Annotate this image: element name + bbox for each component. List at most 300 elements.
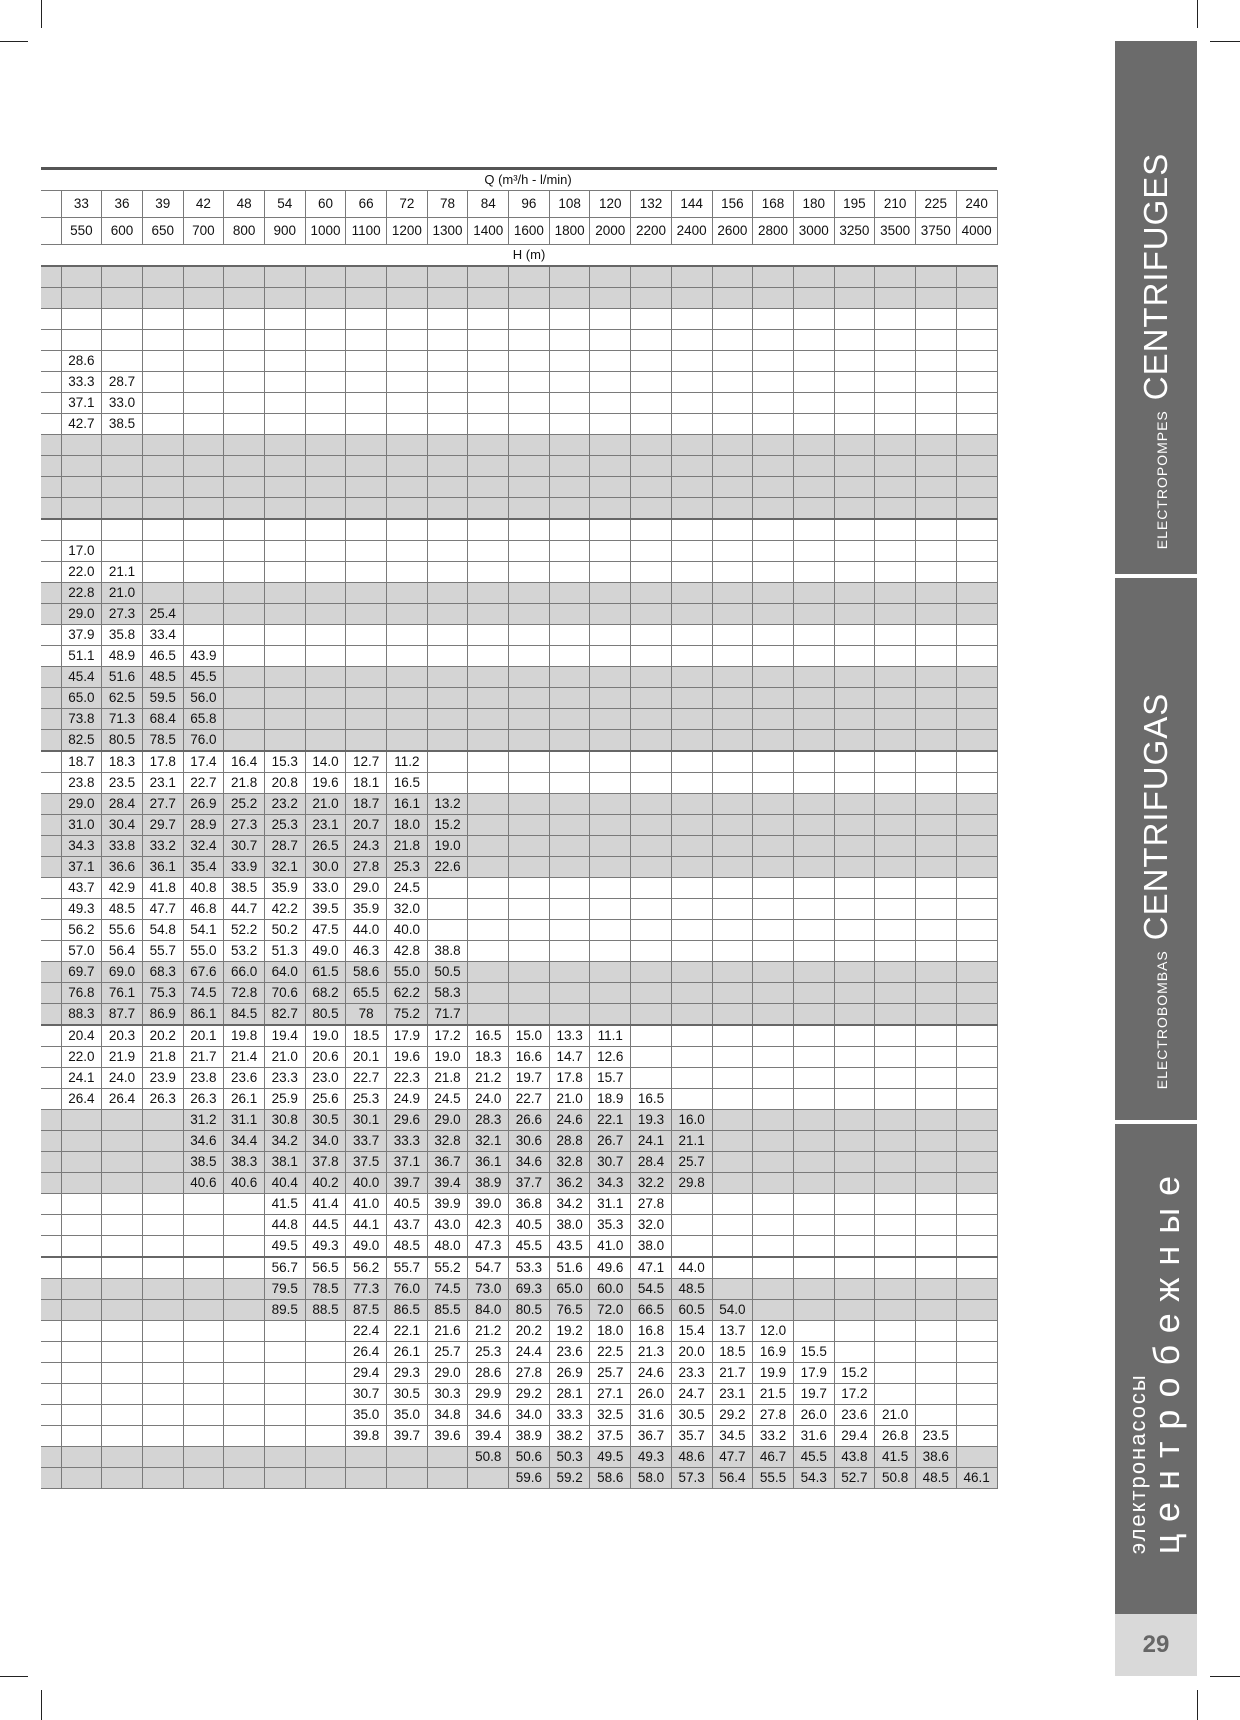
head-value-cell: 59.5 — [142, 688, 183, 709]
head-value-cell: 18.7 — [346, 794, 387, 815]
head-value-cell — [956, 266, 997, 288]
head-value-cell — [671, 477, 712, 498]
head-value-cell — [590, 266, 631, 288]
head-value-cell — [590, 477, 631, 498]
head-value-cell: 17.9 — [387, 1025, 428, 1047]
head-value-cell — [142, 519, 183, 541]
head-value-cell — [956, 1257, 997, 1279]
table-row — [41, 1468, 997, 1489]
head-value-cell — [793, 541, 834, 562]
head-value-cell — [793, 583, 834, 604]
head-value-cell — [671, 709, 712, 730]
q-lmin-cell: 2600 — [712, 218, 753, 245]
q-lmin-cell: 700 — [183, 218, 224, 245]
head-value-cell: 30.5 — [305, 1110, 346, 1131]
head-value-cell — [102, 1173, 143, 1194]
head-value-cell: 32.1 — [264, 857, 305, 878]
head-value-cell: 23.1 — [712, 1384, 753, 1405]
row-lead-cell — [41, 351, 61, 372]
head-value-cell: 59.2 — [549, 1468, 590, 1489]
head-value-cell: 74.5 — [427, 1279, 468, 1300]
head-value-cell: 26.0 — [793, 1405, 834, 1426]
head-value-cell — [875, 857, 916, 878]
head-value-cell — [915, 330, 956, 351]
sidebar-ru-big: центробежные — [1146, 1163, 1187, 1555]
head-value-cell — [509, 604, 550, 625]
head-value-cell — [631, 288, 672, 309]
head-value-cell — [61, 309, 102, 330]
head-value-cell — [712, 625, 753, 646]
head-value-cell — [834, 794, 875, 815]
head-value-cell — [224, 1384, 265, 1405]
table-row — [41, 562, 997, 583]
head-value-cell — [875, 751, 916, 773]
head-value-cell: 11.1 — [590, 1025, 631, 1047]
head-value-cell: 47.1 — [631, 1257, 672, 1279]
head-value-cell — [956, 1363, 997, 1384]
head-value-cell — [224, 1342, 265, 1363]
head-value-cell — [224, 1236, 265, 1258]
head-value-cell — [875, 604, 916, 625]
head-value-cell: 49.0 — [305, 941, 346, 962]
head-value-cell: 38.9 — [509, 1426, 550, 1447]
head-value-cell — [753, 983, 794, 1004]
head-value-cell — [753, 709, 794, 730]
q-lmin-cell: 1300 — [427, 218, 468, 245]
head-value-cell — [387, 583, 428, 604]
head-value-cell — [509, 962, 550, 983]
row-lead-cell — [41, 1004, 61, 1026]
head-value-cell — [956, 288, 997, 309]
head-value-cell: 34.2 — [549, 1194, 590, 1215]
head-value-cell — [387, 266, 428, 288]
head-value-cell — [956, 541, 997, 562]
head-value-cell: 57.3 — [671, 1468, 712, 1489]
head-value-cell: 68.2 — [305, 983, 346, 1004]
head-value-cell — [671, 1215, 712, 1236]
head-value-cell: 23.1 — [305, 815, 346, 836]
head-value-cell — [468, 688, 509, 709]
head-value-cell — [712, 688, 753, 709]
head-value-cell — [915, 393, 956, 414]
head-value-cell: 29.6 — [387, 1110, 428, 1131]
head-value-cell: 19.2 — [549, 1321, 590, 1342]
head-value-cell: 26.5 — [305, 836, 346, 857]
head-value-cell — [61, 1110, 102, 1131]
head-value-cell: 25.9 — [264, 1089, 305, 1110]
head-value-cell — [793, 477, 834, 498]
head-value-cell: 24.9 — [387, 1089, 428, 1110]
head-value-cell — [834, 372, 875, 393]
head-value-cell: 23.8 — [61, 773, 102, 794]
head-value-cell — [671, 1068, 712, 1089]
q-lmin-cell: 1000 — [305, 218, 346, 245]
head-value-cell — [183, 414, 224, 435]
head-value-cell — [875, 1173, 916, 1194]
head-value-cell: 22.5 — [590, 1342, 631, 1363]
head-value-cell — [956, 730, 997, 752]
head-value-cell — [671, 941, 712, 962]
head-value-cell — [142, 1405, 183, 1426]
q-m3h-cell: 54 — [264, 191, 305, 218]
head-value-cell — [671, 794, 712, 815]
head-value-cell: 37.9 — [61, 625, 102, 646]
head-value-cell — [468, 604, 509, 625]
head-value-cell — [549, 414, 590, 435]
head-value-cell — [468, 709, 509, 730]
head-value-cell — [875, 309, 916, 330]
head-value-cell — [549, 688, 590, 709]
head-value-cell — [671, 435, 712, 456]
head-value-cell: 39.7 — [387, 1173, 428, 1194]
head-value-cell — [142, 1194, 183, 1215]
head-value-cell: 42.9 — [102, 878, 143, 899]
head-value-cell: 19.0 — [427, 1047, 468, 1068]
head-value-cell — [875, 688, 916, 709]
head-value-cell — [102, 541, 143, 562]
head-value-cell — [956, 815, 997, 836]
head-value-cell — [305, 330, 346, 351]
head-value-cell — [102, 351, 143, 372]
head-value-cell — [427, 667, 468, 688]
head-value-cell: 18.3 — [102, 751, 143, 773]
table-row — [41, 393, 997, 414]
head-value-cell: 44.0 — [346, 920, 387, 941]
head-value-cell — [712, 899, 753, 920]
head-value-cell: 52.7 — [834, 1468, 875, 1489]
head-value-cell: 50.8 — [875, 1468, 916, 1489]
head-value-cell: 29.8 — [671, 1173, 712, 1194]
head-value-cell — [671, 330, 712, 351]
head-value-cell: 29.0 — [346, 878, 387, 899]
head-value-cell — [509, 751, 550, 773]
head-value-cell — [956, 477, 997, 498]
table-row — [41, 477, 997, 498]
head-value-cell — [834, 836, 875, 857]
head-value-cell: 23.9 — [142, 1068, 183, 1089]
row-lead-cell — [41, 372, 61, 393]
head-value-cell — [793, 330, 834, 351]
head-value-cell — [102, 1194, 143, 1215]
head-value-cell — [753, 604, 794, 625]
head-value-cell — [305, 1447, 346, 1468]
head-value-cell — [387, 393, 428, 414]
head-value-cell — [631, 794, 672, 815]
head-value-cell: 33.0 — [102, 393, 143, 414]
head-value-cell: 23.1 — [142, 773, 183, 794]
head-value-cell — [387, 604, 428, 625]
head-value-cell: 87.7 — [102, 1004, 143, 1026]
head-value-cell — [142, 498, 183, 520]
head-value-cell: 25.3 — [387, 857, 428, 878]
head-value-cell: 39.6 — [427, 1426, 468, 1447]
head-value-cell — [915, 773, 956, 794]
head-value-cell — [305, 667, 346, 688]
head-value-cell — [183, 1342, 224, 1363]
head-value-cell — [956, 1384, 997, 1405]
head-value-cell — [834, 1173, 875, 1194]
head-value-cell — [264, 1384, 305, 1405]
head-value-cell — [549, 435, 590, 456]
head-value-cell — [183, 1468, 224, 1489]
head-value-cell — [712, 730, 753, 752]
head-value-cell — [509, 456, 550, 477]
head-value-cell — [387, 309, 428, 330]
head-value-cell — [671, 414, 712, 435]
head-value-cell — [509, 920, 550, 941]
head-value-cell — [305, 1426, 346, 1447]
head-value-cell: 43.7 — [387, 1215, 428, 1236]
head-value-cell — [671, 962, 712, 983]
head-value-cell: 73.8 — [61, 709, 102, 730]
head-value-cell: 35.0 — [387, 1405, 428, 1426]
head-value-cell: 47.5 — [305, 920, 346, 941]
head-value-cell: 54.7 — [468, 1257, 509, 1279]
head-value-cell — [468, 435, 509, 456]
head-value-cell — [753, 1089, 794, 1110]
head-value-cell — [346, 604, 387, 625]
head-value-cell — [753, 857, 794, 878]
table-row — [41, 1279, 997, 1300]
head-value-cell: 30.6 — [509, 1131, 550, 1152]
crop-mark — [1210, 1676, 1240, 1677]
head-value-cell — [875, 1384, 916, 1405]
head-value-cell — [142, 435, 183, 456]
head-value-cell — [346, 688, 387, 709]
head-value-cell — [875, 1110, 916, 1131]
head-value-cell — [549, 477, 590, 498]
head-value-cell — [346, 730, 387, 752]
head-value-cell — [509, 857, 550, 878]
head-value-cell: 69.3 — [509, 1279, 550, 1300]
head-value-cell — [305, 266, 346, 288]
head-value-cell — [834, 709, 875, 730]
head-value-cell — [915, 309, 956, 330]
head-value-cell — [631, 899, 672, 920]
head-value-cell — [875, 773, 916, 794]
head-value-cell — [387, 498, 428, 520]
head-value-cell — [346, 330, 387, 351]
head-value-cell — [834, 730, 875, 752]
head-value-cell: 19.3 — [631, 1110, 672, 1131]
head-value-cell — [387, 709, 428, 730]
head-value-cell — [142, 1342, 183, 1363]
head-value-cell — [509, 372, 550, 393]
head-value-cell: 18.5 — [712, 1342, 753, 1363]
head-value-cell: 80.5 — [102, 730, 143, 752]
head-value-cell — [793, 519, 834, 541]
head-value-cell — [183, 1384, 224, 1405]
head-value-cell — [549, 1004, 590, 1026]
head-value-cell — [264, 667, 305, 688]
head-value-cell: 17.8 — [142, 751, 183, 773]
head-value-cell — [468, 330, 509, 351]
head-value-cell — [305, 730, 346, 752]
head-value-cell: 85.5 — [427, 1300, 468, 1321]
head-value-cell: 24.5 — [387, 878, 428, 899]
head-value-cell — [549, 773, 590, 794]
head-value-cell — [509, 794, 550, 815]
sidebar — [1115, 41, 1197, 1614]
head-value-cell: 48.0 — [427, 1236, 468, 1258]
head-value-cell — [387, 667, 428, 688]
head-value-cell — [468, 541, 509, 562]
head-value-cell — [549, 541, 590, 562]
head-value-cell — [549, 815, 590, 836]
q-lmin-cell: 2000 — [590, 218, 631, 245]
head-value-cell: 19.8 — [224, 1025, 265, 1047]
head-value-cell — [468, 498, 509, 520]
head-value-cell: 56.2 — [346, 1257, 387, 1279]
row-lead-cell — [41, 836, 61, 857]
head-value-cell — [427, 309, 468, 330]
head-value-cell: 54.1 — [183, 920, 224, 941]
table-row — [41, 541, 997, 562]
head-value-cell — [793, 372, 834, 393]
head-value-cell — [102, 266, 143, 288]
head-value-cell — [712, 878, 753, 899]
head-value-cell: 16.0 — [671, 1110, 712, 1131]
head-value-cell — [631, 730, 672, 752]
head-value-cell — [631, 920, 672, 941]
head-value-cell — [915, 372, 956, 393]
head-value-cell — [142, 414, 183, 435]
head-value-cell — [305, 519, 346, 541]
head-value-cell — [387, 625, 428, 646]
head-value-cell: 26.8 — [875, 1426, 916, 1447]
head-value-cell — [834, 562, 875, 583]
head-value-cell: 49.6 — [590, 1257, 631, 1279]
head-value-cell — [915, 1279, 956, 1300]
head-value-cell — [549, 330, 590, 351]
head-value-cell — [793, 1068, 834, 1089]
head-value-cell — [387, 562, 428, 583]
head-value-cell — [468, 583, 509, 604]
head-value-cell — [346, 541, 387, 562]
head-value-cell: 34.6 — [183, 1131, 224, 1152]
head-value-cell: 34.4 — [224, 1131, 265, 1152]
head-value-cell: 19.6 — [305, 773, 346, 794]
head-value-cell: 30.4 — [102, 815, 143, 836]
head-value-cell — [102, 330, 143, 351]
head-value-cell — [753, 688, 794, 709]
head-value-cell — [753, 899, 794, 920]
head-value-cell — [468, 751, 509, 773]
head-value-cell — [834, 1342, 875, 1363]
head-value-cell — [712, 1131, 753, 1152]
head-value-cell — [549, 962, 590, 983]
head-value-cell — [183, 266, 224, 288]
head-value-cell — [915, 562, 956, 583]
table-row — [41, 1152, 997, 1173]
row-lead-cell — [41, 1152, 61, 1173]
head-value-cell — [875, 878, 916, 899]
head-value-cell: 30.1 — [346, 1110, 387, 1131]
head-value-cell: 60.5 — [671, 1300, 712, 1321]
head-value-cell — [549, 604, 590, 625]
head-value-cell: 41.4 — [305, 1194, 346, 1215]
q-lmin-cell: 4000 — [956, 218, 997, 245]
head-value-cell — [590, 414, 631, 435]
head-value-cell — [61, 1194, 102, 1215]
head-value-cell: 21.2 — [468, 1321, 509, 1342]
crop-mark — [41, 0, 42, 28]
head-value-cell — [956, 435, 997, 456]
crop-mark — [1210, 41, 1240, 42]
head-value-cell — [264, 435, 305, 456]
table-row — [41, 330, 997, 351]
head-value-cell: 22.3 — [387, 1068, 428, 1089]
row-lead-cell — [41, 309, 61, 330]
head-value-cell: 55.6 — [102, 920, 143, 941]
head-value-cell — [834, 309, 875, 330]
row-lead-cell — [41, 625, 61, 646]
head-value-cell — [712, 562, 753, 583]
table-row — [41, 1342, 997, 1363]
head-value-cell — [346, 414, 387, 435]
q-lmin-cell: 900 — [264, 218, 305, 245]
head-value-cell: 49.3 — [305, 1236, 346, 1258]
head-value-cell: 47.3 — [468, 1236, 509, 1258]
h-label-spacer — [41, 245, 61, 267]
head-value-cell — [915, 1131, 956, 1152]
head-value-cell — [549, 646, 590, 667]
head-value-cell — [631, 836, 672, 857]
head-value-cell — [956, 1131, 997, 1152]
head-value-cell — [509, 414, 550, 435]
head-value-cell — [224, 1279, 265, 1300]
head-value-cell: 26.0 — [631, 1384, 672, 1405]
sidebar-fr-big: CENTRIFUGES — [1137, 152, 1174, 401]
head-value-cell — [387, 1447, 428, 1468]
head-value-cell — [915, 1110, 956, 1131]
head-value-cell: 25.3 — [346, 1089, 387, 1110]
head-value-cell: 32.8 — [427, 1131, 468, 1152]
head-value-cell — [712, 836, 753, 857]
head-value-cell — [509, 309, 550, 330]
head-value-cell — [712, 288, 753, 309]
head-value-cell — [509, 625, 550, 646]
head-value-cell — [590, 773, 631, 794]
head-value-cell: 35.4 — [183, 857, 224, 878]
head-value-cell — [793, 1236, 834, 1258]
head-value-cell — [305, 583, 346, 604]
head-value-cell — [590, 857, 631, 878]
head-value-cell: 16.4 — [224, 751, 265, 773]
row-lead-cell — [41, 1468, 61, 1489]
head-value-cell — [264, 393, 305, 414]
head-value-cell — [468, 393, 509, 414]
head-value-cell — [712, 1025, 753, 1047]
head-value-cell — [834, 330, 875, 351]
head-value-cell — [834, 1068, 875, 1089]
head-value-cell — [793, 1025, 834, 1047]
head-value-cell: 78 — [346, 1004, 387, 1026]
q-m3h-cell: 120 — [590, 191, 631, 218]
head-value-cell — [753, 920, 794, 941]
head-value-cell: 16.6 — [509, 1047, 550, 1068]
head-value-cell — [915, 667, 956, 688]
head-value-cell — [305, 1384, 346, 1405]
head-value-cell — [915, 983, 956, 1004]
head-value-cell: 32.8 — [549, 1152, 590, 1173]
head-value-cell — [549, 920, 590, 941]
head-value-cell: 58.0 — [631, 1468, 672, 1489]
head-value-cell — [956, 330, 997, 351]
head-value-cell: 69.7 — [61, 962, 102, 983]
head-value-cell: 21.9 — [102, 1047, 143, 1068]
head-value-cell: 25.6 — [305, 1089, 346, 1110]
